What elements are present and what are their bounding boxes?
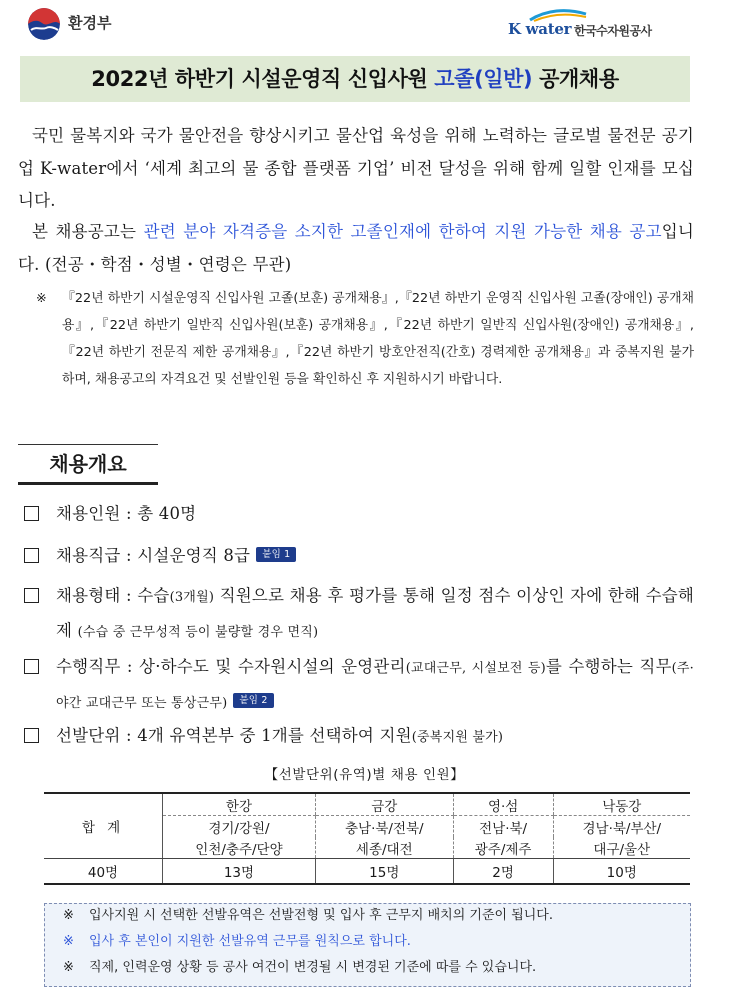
note-line <box>63 958 688 978</box>
checkbox-square-icon <box>24 728 39 743</box>
table-row <box>44 859 690 885</box>
checkbox-square-icon <box>24 588 39 603</box>
item-grade-text: 채용직급 : 시설운영직 8급 <box>56 546 251 565</box>
area-cell: 대구/울산 <box>553 837 690 859</box>
region-cell: 낙동강 <box>553 793 690 816</box>
checkbox-square-icon <box>24 506 39 521</box>
kwater-brand: K water <box>508 20 572 38</box>
title-suffix: 공개채용 <box>532 67 619 91</box>
item-duties-main: 수행직무 : 상·하수도 및 수자원시설의 운영관리 <box>56 657 406 676</box>
area-cell: 인천/충주/단양 <box>163 837 316 859</box>
item-selection-main: 선발단위 : 4개 유역본부 중 1개를 선택하여 지원 <box>56 726 412 745</box>
section-top-rule <box>18 444 158 445</box>
headcount-table <box>44 792 690 885</box>
note-text: 직제, 인력운영 상황 등 공사 여건이 변경될 시 변경된 기준에 따를 수 있습니다. <box>89 960 537 975</box>
checkbox-square-icon <box>24 659 39 674</box>
eligibility-highlight: 관련 분야 자격증을 소지한 고졸인재에 한하여 지원 가능한 채용 공고 <box>143 222 662 241</box>
region-cell: 금강 <box>315 793 453 816</box>
checkbox-square-icon <box>24 548 39 563</box>
section-title: 채용개요 <box>49 452 127 476</box>
count-cell: 15명 <box>315 859 453 885</box>
eligibility-paragraph <box>18 216 694 281</box>
area-cell: 광주/제주 <box>453 837 553 859</box>
item-employment-type <box>56 579 694 649</box>
region-cell: 영·섬 <box>453 793 553 816</box>
item-headcount: 채용인원 : 총 40명 <box>56 504 197 523</box>
item-duties <box>56 650 694 720</box>
item-duties-shift: (주·야간 교대근무 또는 통상근무) <box>56 661 694 711</box>
area-cell: 경남·북/부산/ <box>553 816 690 838</box>
count-cell: 13명 <box>163 859 316 885</box>
list-item <box>24 650 694 720</box>
region-cell: 한강 <box>163 793 316 816</box>
area-cell: 충남·북/전북/ <box>315 816 453 838</box>
item-employment-duration: (3개월) <box>169 590 215 605</box>
intro-paragraph: 국민 물복지와 국가 물안전을 향상시키고 물산업 육성을 위해 노력하는 글로벌 물전문 공기업 K-water에서 ‘세계 최고의 물 종합 플랫폼 기업’ 비전 달성을 위해 함께 일할 인재를 모십니다. <box>18 126 694 210</box>
note-mark: ※ <box>63 960 74 975</box>
item-selection-note: (중복지원 불가) <box>411 730 504 745</box>
note-mark: ※ <box>63 934 74 949</box>
section-underline <box>18 482 158 485</box>
ministry-name: 환경부 <box>68 14 112 32</box>
page-title <box>20 56 690 102</box>
note-line <box>63 906 688 926</box>
count-cell: 2명 <box>453 859 553 885</box>
table-row <box>44 793 690 816</box>
title-highlight: 고졸(일반) <box>434 67 533 91</box>
item-employment-note: (수습 중 근무성적 등이 불량할 경우 면직) <box>77 625 319 640</box>
note-text: 『22년 하반기 시설운영직 신입사원 고졸(보훈) 공개채용』,『22년 하반기 운영직 신입사원 고졸(장애인) 공개채용』,『22년 하반기 일반직 신입사원(보훈) 공개채용』,『22년 하반기 일반직 신입사원(장애인) 공개채용』,『22년 하반기 전문직 제한 공개채용』,『22년 하반기 방호안전직(간호) 경력제한 공개채용』과 중복지원 불가 하며, 채용공고의 자격요건 및 선발인원 등을 확인하신 후 지원하시기 바랍니다. <box>62 291 694 387</box>
total-label-cell: 합 계 <box>44 793 163 859</box>
note-text: 입사 후 본인이 지원한 선발유역 근무를 원칙으로 합니다. <box>89 934 411 949</box>
notes-box <box>44 903 691 987</box>
note-line <box>63 932 688 952</box>
table-caption: 【선발단위(유역)별 채용 인원】 <box>264 767 465 783</box>
kwater-name: 한국수자원공사 <box>574 24 652 38</box>
item-employment-main: 채용형태 : 수습 <box>56 586 170 605</box>
area-cell: 전남·북/ <box>453 816 553 838</box>
korea-government-emblem-icon <box>28 8 60 40</box>
eligibility-post: 입니다. (전공・학점・성별・연령은 무관) <box>18 222 694 274</box>
eligibility-pre: 본 채용공고는 <box>32 222 144 241</box>
item-employment-mid: 직원으로 채용 후 평가를 통해 일정 점수 이상인 자에 한해 수습해제 <box>56 586 694 640</box>
item-duties-mid: 를 수행하는 직무 <box>545 657 672 676</box>
list-item <box>24 579 694 649</box>
title-prefix: 2022년 하반기 시설운영직 신입사원 <box>91 67 435 91</box>
area-cell: 세종/대전 <box>315 837 453 859</box>
note-text: 입사지원 시 선택한 선발유역은 선발전형 및 입사 후 근무지 배치의 기준이 됩니다. <box>89 908 554 923</box>
kwater-logo <box>508 8 683 42</box>
list-item <box>24 539 694 572</box>
duplicate-application-note <box>36 285 694 393</box>
total-value-cell: 40명 <box>44 859 163 885</box>
item-selection-unit <box>56 719 694 754</box>
count-cell: 10명 <box>553 859 690 885</box>
attachment-badge: 붙임 1 <box>256 547 296 562</box>
note-mark: ※ <box>36 291 47 306</box>
page-header <box>0 0 729 50</box>
item-grade <box>56 539 694 572</box>
item-duties-detail: (교대근무, 시설보전 등) <box>405 661 546 676</box>
list-item <box>24 497 694 530</box>
attachment-badge: 붙임 2 <box>233 693 273 708</box>
list-item <box>24 719 694 754</box>
note-mark: ※ <box>63 908 74 923</box>
area-cell: 경기/강원/ <box>208 820 270 837</box>
